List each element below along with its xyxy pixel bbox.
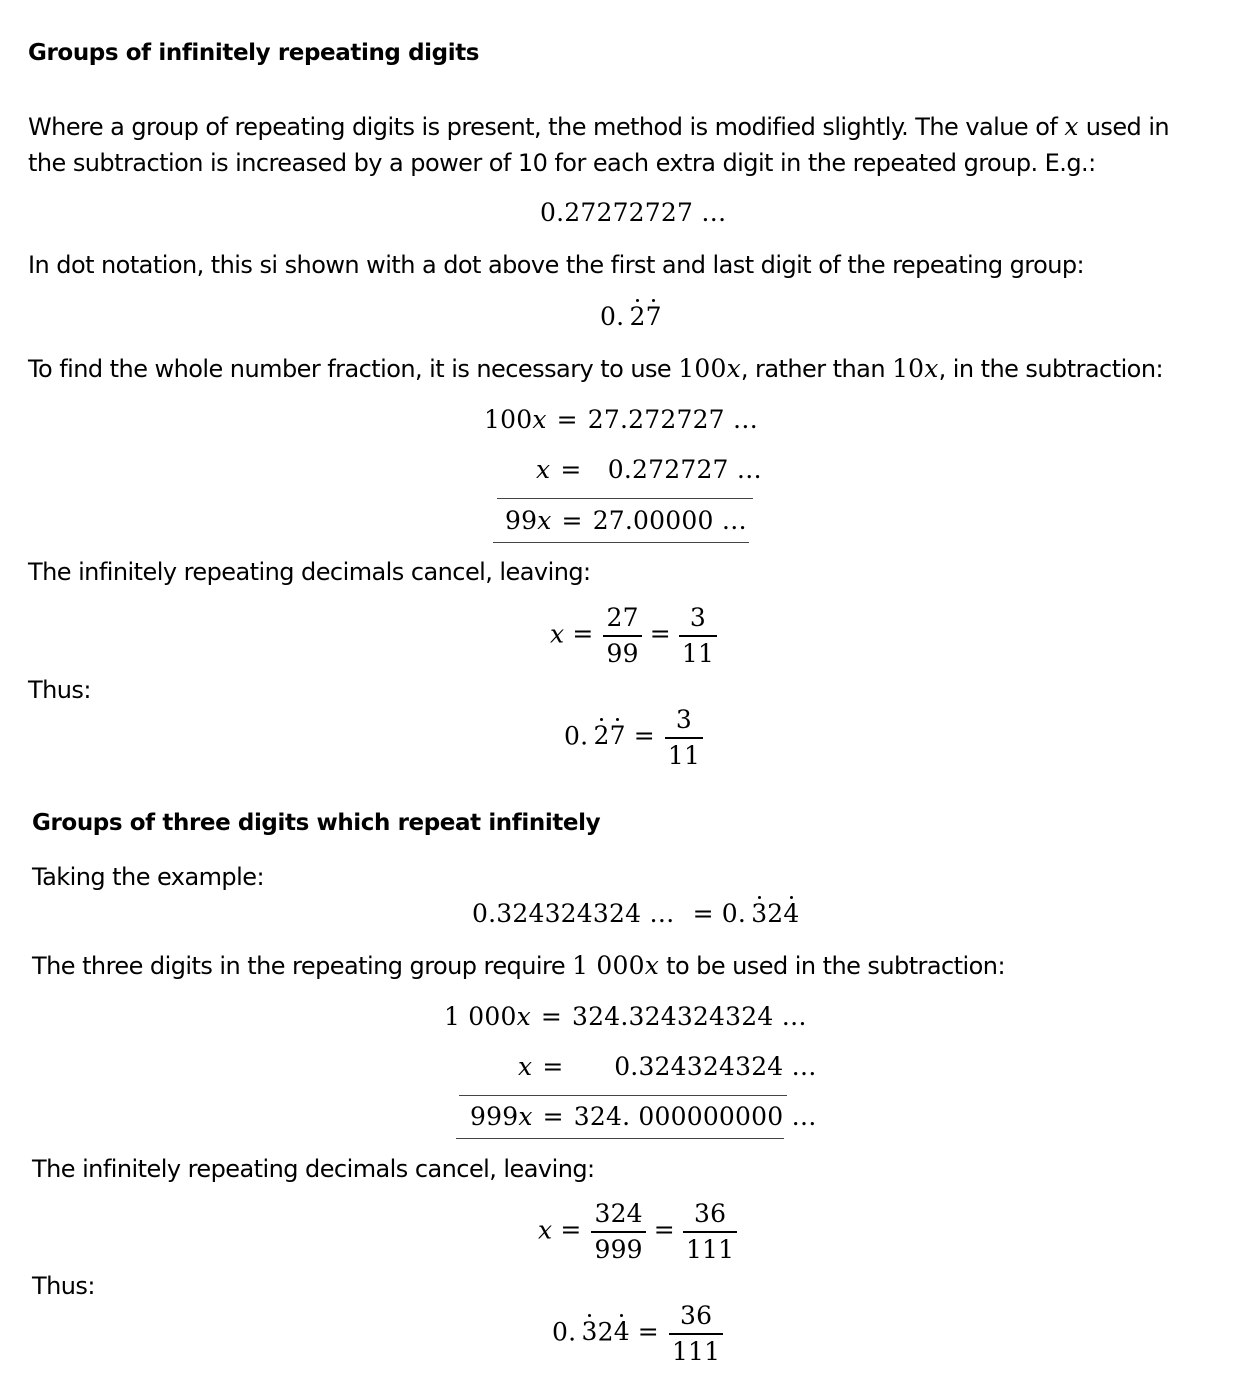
numerator: 36 — [680, 1301, 713, 1330]
rhs-value: 27.272727 … — [587, 405, 759, 434]
subtraction-row-2 — [536, 455, 762, 484]
final-equation — [552, 1302, 725, 1366]
dotted-digit-first: 3 — [751, 899, 768, 928]
variable-x: x — [538, 1215, 553, 1245]
dotted-digit-first: 2 — [629, 302, 646, 331]
lhs-coefficient: 100 — [484, 405, 533, 434]
rhs-value: 27.00000 … — [592, 506, 747, 535]
lhs-variable: x — [532, 405, 547, 434]
text-segment: , rather than — [740, 355, 893, 383]
subtraction-rule-top — [497, 498, 753, 499]
denominator: 111 — [671, 1336, 721, 1366]
lhs-coefficient: 99 — [505, 506, 538, 535]
thus-label: Thus: — [28, 676, 91, 704]
numerator: 324 — [594, 1199, 643, 1228]
cancel-paragraph: The infinitely repeating decimals cancel, leaving: — [32, 1155, 595, 1183]
intro-paragraph-line-2: the subtraction is increased by a power of 10 for each extra digit in the repeated group. E.g.: — [28, 149, 1096, 177]
thus-label: Thus: — [32, 1272, 95, 1300]
denominator: 111 — [685, 1234, 735, 1264]
lhs-variable: x — [516, 1002, 531, 1031]
variable-x: x — [726, 354, 741, 383]
subtraction-rule-bottom — [456, 1138, 784, 1139]
fraction-324-999 — [591, 1200, 645, 1264]
decimal-prefix: 0. — [600, 302, 625, 331]
equals-sign: = — [637, 1317, 659, 1347]
section-heading-repeating-digits: Groups of infinitely repeating digits — [28, 40, 480, 66]
example-equation — [472, 899, 800, 928]
variable-x: x — [1064, 112, 1079, 141]
intro-text-a: Where a group of repeating digits is present, the method is modified slightly. The value of — [28, 113, 1065, 141]
variable-x: x — [550, 619, 565, 649]
dot-notation-example — [600, 302, 662, 331]
equals-sign: = — [572, 619, 594, 649]
text-segment: To find the whole number fraction, it is necessary to use — [28, 355, 679, 383]
equals-sign: = — [542, 1052, 564, 1081]
equals-sign: = — [556, 405, 578, 434]
text-segment: The three digits in the repeating group require — [32, 952, 573, 980]
equals-sign: = — [560, 1215, 582, 1245]
denominator: 99 — [606, 638, 639, 668]
solution-equation — [538, 1200, 739, 1264]
variable-x: x — [924, 354, 939, 383]
section-heading-three-digits: Groups of three digits which repeat infinitely — [32, 810, 601, 836]
coefficient-100: 100 — [678, 354, 727, 383]
rhs-value: 0.272727 … — [607, 455, 762, 484]
example-decimal: 0.324324324 … — [472, 899, 675, 928]
equals-sign: = — [540, 1002, 563, 1031]
equals-sign: = — [633, 721, 655, 751]
final-equation — [564, 706, 705, 770]
decimal-prefix: 0. — [564, 721, 589, 751]
equals-sign: = — [653, 1215, 675, 1245]
digit-middle: 2 — [597, 1317, 614, 1347]
equals-sign: = — [561, 506, 583, 535]
lhs-variable: x — [537, 506, 552, 535]
subtraction-row-1 — [444, 1002, 807, 1031]
coefficient-10: 10 — [892, 354, 925, 383]
equals-sign: = — [560, 455, 582, 484]
dotted-digit-last: 4 — [613, 1317, 630, 1347]
subtraction-row-1 — [484, 405, 759, 434]
lhs-variable: x — [536, 455, 551, 484]
decimal-prefix: 0. — [552, 1317, 577, 1347]
rhs-value: 324. 000000000 … — [573, 1102, 817, 1131]
numerator: 3 — [689, 603, 706, 632]
three-digits-paragraph — [32, 948, 1005, 984]
lhs-variable: x — [518, 1102, 533, 1131]
lhs-coefficient: 999 — [470, 1102, 519, 1131]
variable-x: x — [644, 951, 659, 980]
digit-middle: 2 — [767, 899, 784, 928]
rhs-value: 0.324324324 … — [614, 1052, 817, 1081]
denominator: 11 — [681, 638, 715, 668]
numerator: 36 — [694, 1199, 727, 1228]
taking-example-text: Taking the example: — [32, 863, 264, 891]
example-decimal: 0.27272727 … — [540, 198, 727, 227]
whole-fraction-paragraph — [28, 351, 1163, 387]
denominator: 999 — [594, 1234, 643, 1264]
decimal-prefix: 0. — [721, 899, 746, 928]
rhs-value: 324.324324324 … — [572, 1002, 807, 1031]
cancel-paragraph: The infinitely repeating decimals cancel, leaving: — [28, 558, 591, 586]
numerator: 3 — [675, 705, 692, 734]
fraction-27-99 — [603, 604, 641, 668]
subtraction-row-2 — [518, 1052, 817, 1081]
fraction-3-11 — [665, 706, 703, 770]
fraction-36-111 — [683, 1200, 737, 1264]
solution-equation — [550, 604, 719, 668]
dotted-digit-last: 7 — [609, 721, 626, 751]
dotted-digit-last: 4 — [783, 899, 800, 928]
lhs-coefficient: 1 000 — [444, 1002, 517, 1031]
subtraction-result — [470, 1102, 817, 1131]
subtraction-result — [505, 506, 747, 535]
denominator: 11 — [667, 740, 701, 770]
dotted-digit-first: 2 — [593, 721, 610, 751]
equals-sign: = — [649, 619, 671, 649]
dotted-digit-first: 3 — [581, 1317, 598, 1347]
text-segment: to be used in the subtraction: — [659, 952, 1005, 980]
subtraction-rule-top — [459, 1095, 787, 1096]
coefficient-1000: 1 000 — [572, 951, 645, 980]
numerator: 27 — [606, 603, 639, 632]
fraction-3-11 — [679, 604, 717, 668]
equals-sign: = — [542, 1102, 564, 1131]
subtraction-rule-bottom — [493, 542, 749, 543]
dotted-digit-last: 7 — [645, 302, 662, 331]
lhs-variable: x — [518, 1052, 533, 1081]
intro-paragraph-line-1 — [28, 109, 1169, 145]
text-segment: , in the subtraction: — [938, 355, 1164, 383]
equals-sign: = — [692, 899, 714, 928]
fraction-36-111 — [669, 1302, 723, 1366]
dot-notation-paragraph: In dot notation, this si shown with a dot above the first and last digit of the repeating group: — [28, 251, 1085, 279]
intro-text-b: used in — [1078, 113, 1170, 141]
